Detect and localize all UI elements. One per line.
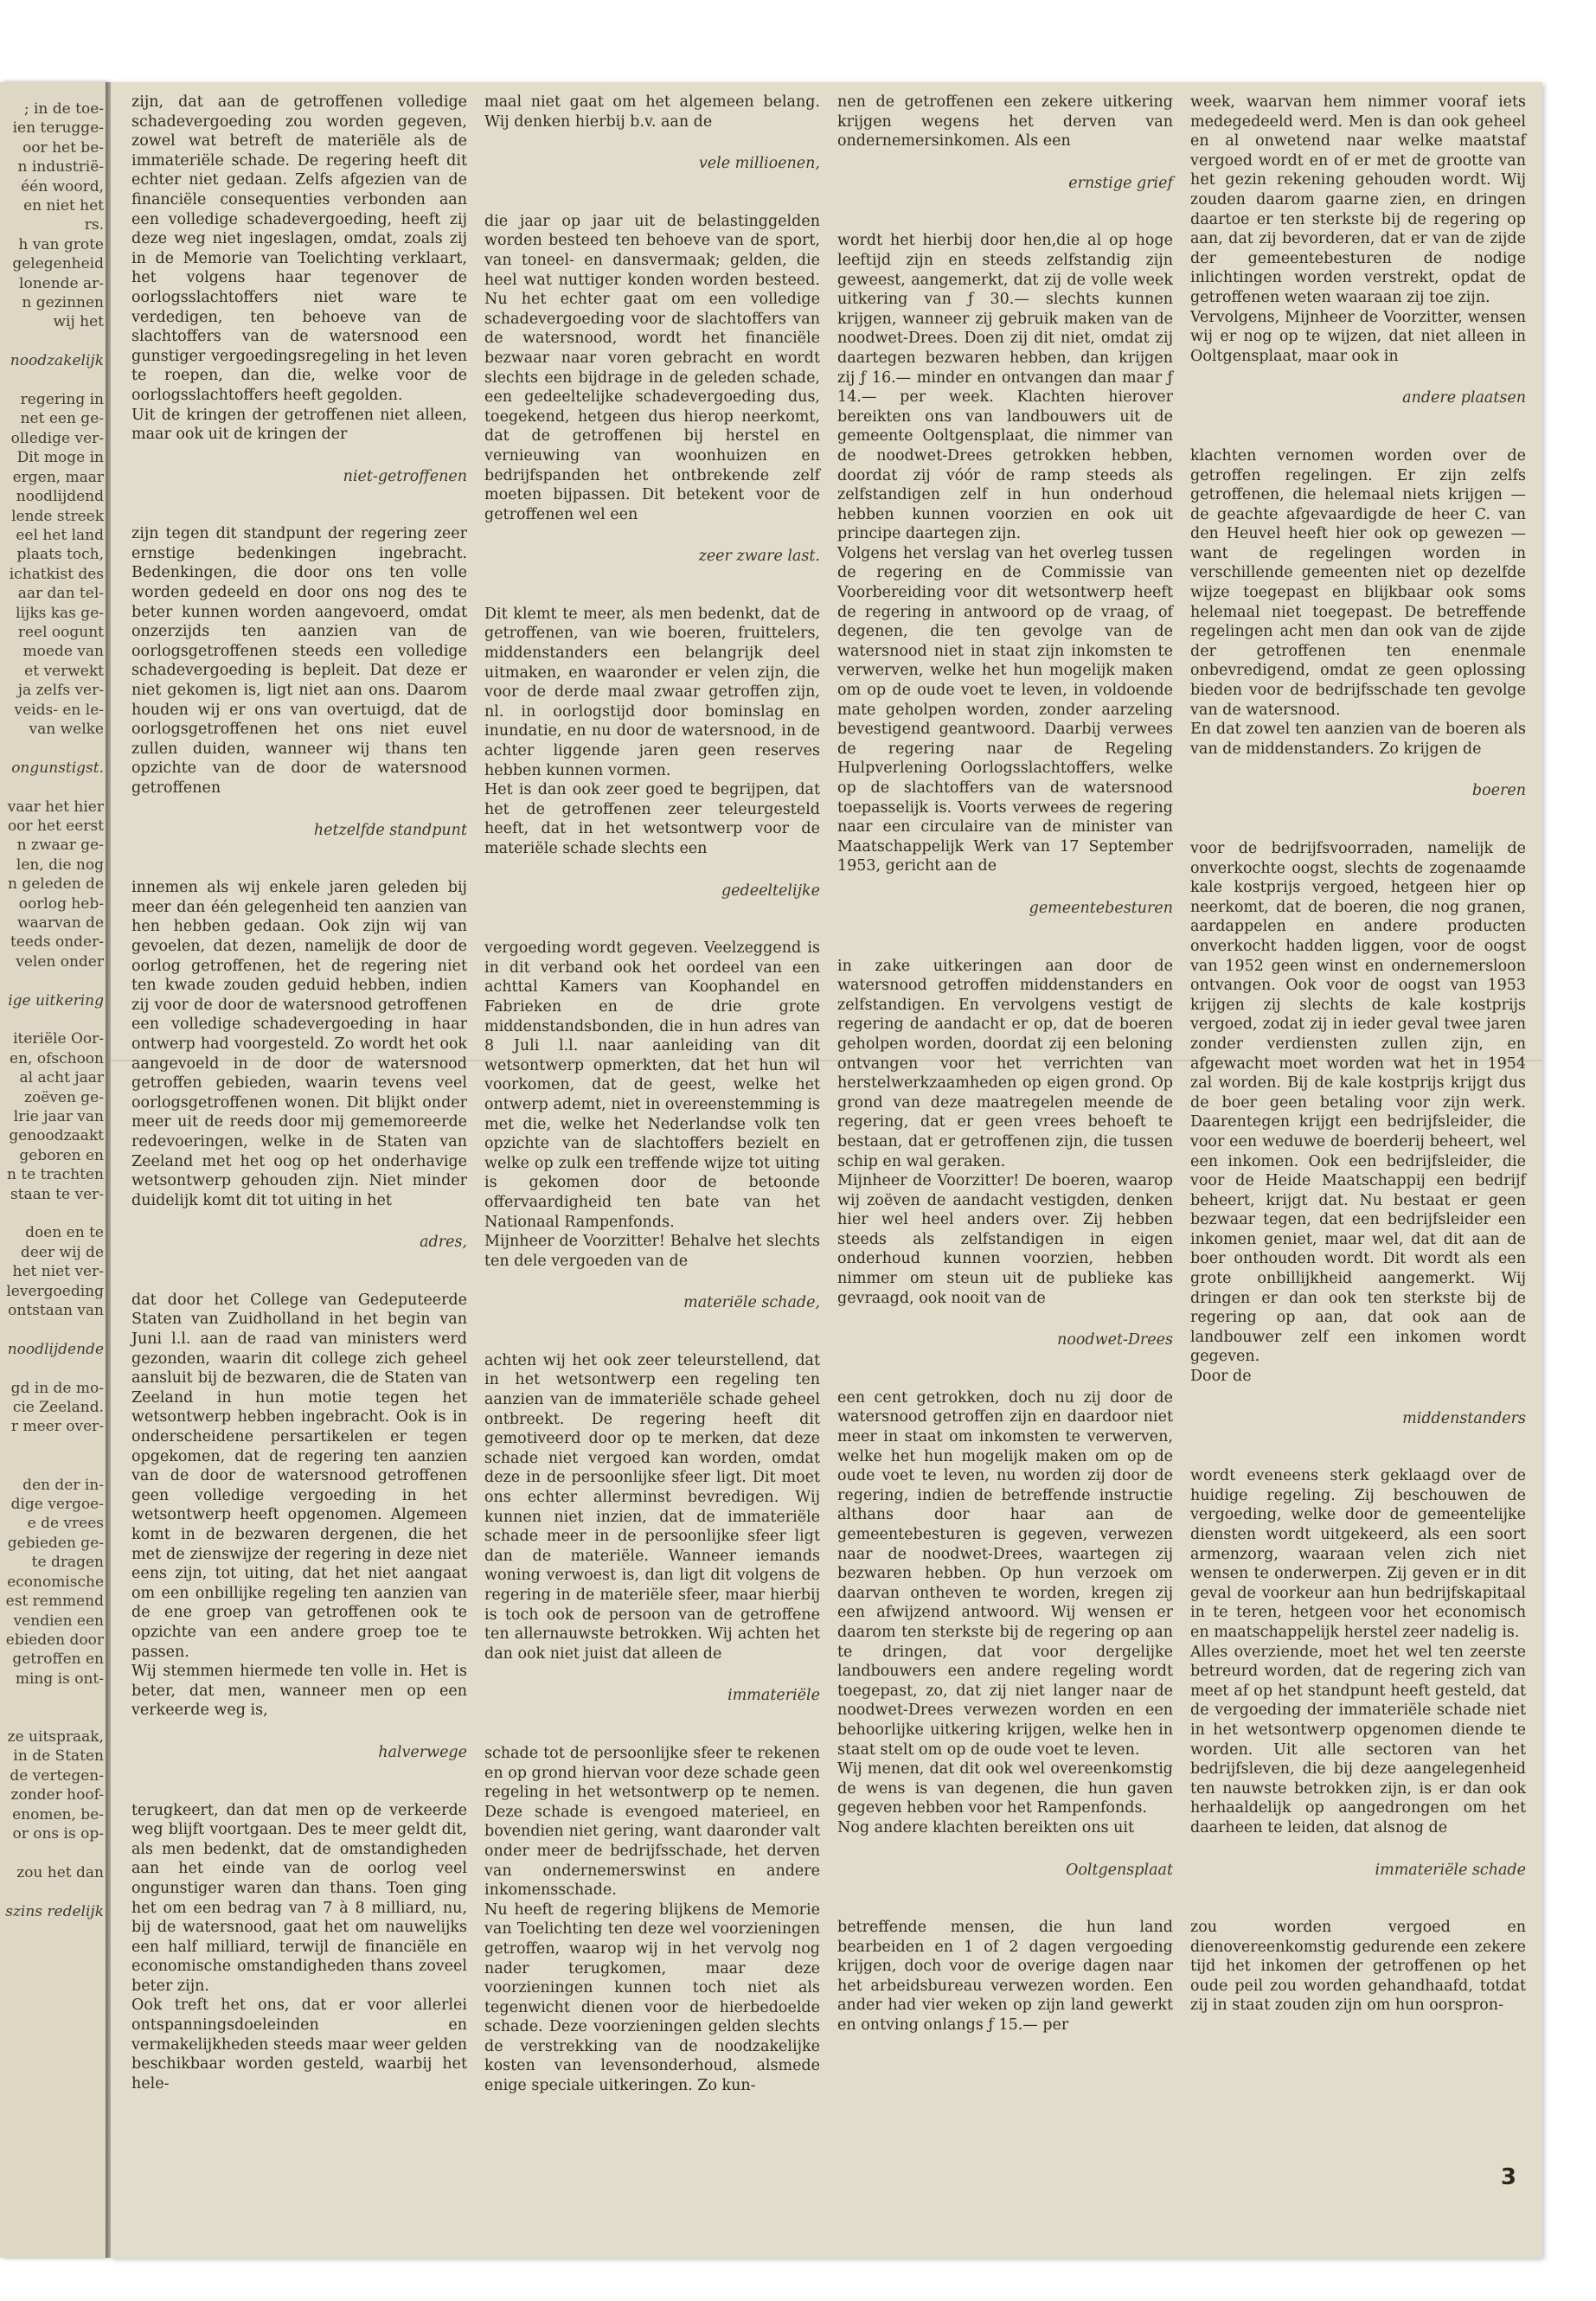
previous-page-line: n geleden de	[7, 875, 104, 894]
previous-page-line: waarvan de	[17, 914, 104, 932]
previous-page-line: genoodzaakt	[9, 1127, 104, 1145]
previous-page-line	[2, 1359, 104, 1378]
paragraph: Mijnheer de Voorzitter! Behalve het slechts ten dele vergoeden van de	[484, 1233, 820, 1270]
section-keyword: adres,	[420, 1234, 467, 1252]
previous-page-line: ontstaan van	[8, 1302, 104, 1320]
previous-page-line: één woord,	[21, 177, 104, 195]
paragraph: achten wij het ook zeer teleurstellend, dat in het wetsontwerp een regeling ten aanzien van de immateriële schade geheel ontbreekt. De regering heeft dit gemotiveerd door op te merken, dat deze schade niet vergoed kan worden, omdat deze in de persoonlijke sfeer ligt. Dit moet ons echter allerminst bevredigen. Wij kunnen niet inzien, dat de immateriële schade meer in de persoonlijke sfeer ligt dan de materiële. Wanneer iemands woning verwoest is, dan ligt dit volgens de regering in de materiële sfeer, maar hierbij is toch ook de persoon van de getroffene ten allernauwste betrokken. Wij achten het dan ook niet juist dat alleen de	[484, 1351, 820, 1663]
section-keyword: middenstanders	[1402, 1409, 1526, 1427]
previous-page-line: rs.	[84, 216, 104, 234]
previous-page-line: moede van	[22, 643, 104, 661]
section-keyword: immateriële	[727, 1687, 820, 1705]
previous-page-edge	[0, 82, 107, 2258]
paragraph: Dit klemt te meer, als men bedenkt, dat de getroffenen, van wie boeren, fruittelers, middenstanders een belangrijk deel uitmaken, en waaronder er velen zijn, die voor de derde maal zwaar getroffen zijn, nl. in oorlogstijd door bominslag en inundatie, en nu door de watersnood, in de achter liggende jaren geen reserves hebben kunnen vormen.	[484, 605, 820, 779]
paragraph: Ook treft het ons, dat er voor allerlei ontspanningsdoeleinden en vermakelijkheden steeds maar weer gelden beschikbaar worden gesteld, waarbij het hele-	[131, 1997, 467, 2093]
previous-page-line: vendien een	[13, 1612, 104, 1630]
previous-page-line: ming is ont-	[15, 1670, 104, 1688]
previous-page-line: doen en te	[25, 1224, 104, 1242]
previous-page-line: ebieden door	[5, 1631, 104, 1649]
previous-page-line	[2, 1437, 104, 1456]
paragraph: Nu heeft de regering blijkens de Memorie van Toelichting ten deze wel voorzieningen getroffen, waarop wij in het vervolg nog nader terugkomen, maar deze voorzieningen kunnen toch niet als tegenwicht dienen voor de hierbedoelde schade. Deze voorzieningen gelden slechts de verstrekking van de noodzakelijke kosten van levensonderhoud, alsmede enige speciale uitkeringen. Zo kun-	[484, 1900, 820, 2095]
previous-page-line: deer wij de	[20, 1243, 104, 1261]
previous-page-line: or ons is op-	[12, 1824, 104, 1843]
previous-page-line	[2, 1882, 104, 1901]
section-keyword: zeer zware last.	[698, 548, 820, 566]
previous-page-line: e de vrees	[27, 1515, 104, 1533]
previous-page-line: teeds onder-	[10, 933, 104, 952]
previous-page-line	[2, 1456, 104, 1475]
previous-page-line: n industrië-	[17, 158, 104, 176]
previous-page-line: olledige ver-	[10, 429, 104, 447]
previous-page-line: noodlijdend	[16, 488, 104, 506]
previous-page-line: reel oogunt	[17, 623, 104, 641]
previous-page-line: h van grote	[18, 235, 104, 253]
previous-page-line: veids- en le-	[14, 701, 104, 719]
previous-page-line: geboren en	[19, 1146, 104, 1164]
text-column-3	[837, 93, 1173, 2035]
previous-page-line: van welke	[29, 720, 104, 738]
previous-page-line: lijks kas ge-	[16, 604, 104, 622]
previous-page-text	[2, 99, 104, 1921]
previous-page-line: lonende ar-	[19, 274, 104, 292]
paragraph: Door de	[1190, 1368, 1252, 1386]
previous-page-line: n gezinnen	[22, 294, 104, 312]
previous-page-line: al acht jaar	[19, 1069, 104, 1087]
previous-page-line: gd in de mo-	[10, 1379, 104, 1397]
paragraph: maal niet gaat om het algemeen belang. Wij denken hierbij b.v. aan de	[484, 93, 820, 131]
paragraph: voor de bedrijfsvoorraden, namelijk de onverkochte oogst, slechts de zogenaamde kale kostprijs vergoed, hetgeen hier op neerkomt, dat de boeren, die nog granen, aardappelen en andere producten onverkocht hadden liggen, voor de oogst van 1952 geen winst en ondernemersloon ontvangen. Ook voor de oogst van 1953 krijgen zij slechts de kale kostprijs vergoed, zodat zij in ieder geval twee jaren zonder verdiensten zullen zijn, en afgewacht moet worden wat het in 1954 zal worden. Bij de kale kostprijs krijgt dus de boer geen betaling voor zijn werk. Daarentegen krijgt een bedrijfsleider, die voor een weduwe de boerderij beheert, wel een inkomen. Ook een bedrijfsleider, die voor de Heide Maatschappij een bedrijf beheert, krijgt dat. Nu bestaat er geen bezwaar tegen, dat een bedrijfsleider een inkomen geniet, maar wel, dat dit aan de boer onthouden wordt. Dit wordt als een grote onbillijkheid aangemerkt. Wij dringen er dan ook ten sterkste bij de regering op aan, dat ook aan de landbouwer zelf een inkomen wordt gegeven.	[1190, 840, 1526, 1366]
section-keyword: immateriële schade	[1375, 1861, 1526, 1879]
paragraph: week, waarvan hem nimmer vooraf iets medegedeeld werd. Men is dan ook geheel en al onwetend naar welke maatstaf vergoed wordt en of er met de grootte van het gezin rekening gehouden wordt. Wij zouden daarom gaarne zien, en dringen daartoe er ten sterkste bij de regering op aan, dat zij bevorderen, dat er van de zijde der gemeentebesturen de nodige inlichtingen worden verstrekt, opdat de getroffenen weten waaraan zij toe zijn.	[1190, 93, 1526, 306]
previous-page-line: in de Staten	[13, 1747, 104, 1766]
section-keyword: gedeeltelijke	[721, 881, 820, 900]
section-keyword: Ooltgensplaat	[1065, 1861, 1173, 1879]
paragraph: betreffende mensen, die hun land bearbeiden en 1 of 2 dagen vergoeding krijgen, doch voor de overige dagen naar het arbeidsbureau verwezen worden. Een ander had vier weken op zijn land gewerkt en ontving onlangs ƒ 15.— per	[837, 1919, 1173, 2035]
paragraph: Wij stemmen hiermede ten volle in. Het is beter, dat men, wanneer men op een verkeerde weg is,	[131, 1663, 467, 1720]
section-keyword: niet-getroffenen	[343, 467, 467, 485]
previous-page-line: gelegenheid	[12, 255, 104, 273]
previous-page-line: Dit moge in	[16, 449, 104, 467]
text-column-2	[484, 93, 820, 2096]
previous-page-line	[2, 371, 104, 390]
previous-page-line: levergoeding	[6, 1282, 104, 1300]
previous-page-line: wij het	[53, 313, 104, 331]
previous-page-line	[2, 1320, 104, 1339]
previous-page-line: ige uitkering	[8, 991, 104, 1009]
previous-page-line: te dragen	[31, 1554, 104, 1572]
previous-page-line: staan te ver-	[10, 1185, 104, 1203]
previous-page-line	[2, 1204, 104, 1223]
paragraph: zijn tegen dit standpunt der regering zeer ernstige bedenkingen ingebracht. Bedenkingen, die door ons ten volle worden gedeeld en door ons nog des te beter kunnen worden aangevoerd, omdat onzerzijds ten aanzien van de oorlogsgetroffenen steeds een volledige schadevergoeding is bepleit. Dat deze er niet gekomen is, ligt niet aan ons. Daarom houden wij er ons van overtuigd, dat de oorlogsgetroffenen het ons niet euvel zullen duiden, wanneer wij thans ten opzichte van de door de watersnood getroffenen	[131, 525, 467, 797]
paragraph: Uit de kringen der getroffenen niet alleen, maar ook uit de kringen der	[131, 406, 467, 444]
text-column-1	[131, 93, 467, 2093]
previous-page-line: ergen, maar	[12, 468, 104, 486]
previous-page-line: vaar het hier	[7, 798, 104, 816]
previous-page-line: en, ofschoon	[10, 1049, 104, 1067]
previous-page-line: en niet het	[23, 197, 104, 215]
previous-page-line: est remmend	[5, 1593, 104, 1611]
document-page	[111, 82, 1542, 2258]
previous-page-line: ongunstigst.	[11, 759, 104, 777]
section-keyword: hetzelfde standpunt	[313, 821, 467, 839]
section-keyword: halverwege	[378, 1743, 467, 1761]
section-keyword: vele millioenen,	[698, 155, 820, 173]
previous-page-line: oor het be-	[22, 138, 104, 157]
paragraph: Wij menen, dat dit ook wel overeenkomstig de wens is van degenen, die hun gaven gegeven hebben voor het Rampenfonds.	[837, 1760, 1173, 1817]
previous-page-line: velen onder	[16, 952, 104, 971]
previous-page-line: het niet ver-	[12, 1263, 104, 1281]
previous-page-line: enomen, be-	[12, 1805, 104, 1823]
section-keyword: gemeentebesturen	[1029, 899, 1173, 917]
previous-page-line: zou het dan	[16, 1863, 104, 1881]
previous-page-line: szins redelijk	[5, 1902, 104, 1920]
previous-page-line: lende streek	[11, 507, 104, 525]
paragraph: nen de getroffenen een zekere uitkering krijgen wegens het derven van ondernemersinkomen. Als een	[837, 93, 1173, 151]
previous-page-line: aar dan tel-	[17, 585, 104, 603]
previous-page-line: cie Zeeland.	[12, 1399, 104, 1417]
previous-page-line: plaats toch,	[16, 546, 104, 564]
previous-page-line: iteriële Oor-	[13, 1030, 104, 1048]
paragraph: terugkeert, dan dat men op de verkeerde weg blijft voortgaan. Des te meer geldt dit, als men bedenkt, dat de omstandigheden aan het einde van de oorlog veel ongunstiger waren dan thans. Toen ging het om een bedrag van 7 à 8 milliard, nu, bij de watersnood, gaat het om nauwelijks een half milliard, terwijl de financiële en economische omstandigheden thans zoveel beter zijn.	[131, 1801, 467, 1995]
paragraph: zijn, dat aan de getroffenen volledige schadevergoeding zou worden gegeven, zowel wat betreft de materiële als de immateriële schade. De regering heeft dit echter niet gedaan. Zelfs afgezien van de financiële consequenties verbonden aan een volledige schadevergoeding, heeft zij deze weg niet ingeslagen, omdat, zoals zij in de Memorie van Toelichting verklaart, het volgens haar tegenover de oorlogsslachtoffers niet ware te verdedigen, ten behoeve van de slachtoffers van de watersnood een gunstiger vergoedingsregeling in het leven te roepen, dan die, welke voor de oorlogsslachtoffers heeft gegolden.	[131, 93, 467, 404]
previous-page-line: net een ge-	[20, 410, 104, 428]
previous-page-line: gebieden ge-	[7, 1534, 104, 1552]
previous-page-line: ; in de toe-	[23, 100, 104, 118]
previous-page-line	[2, 1843, 104, 1862]
paragraph: een cent getrokken, doch nu zij door de watersnood getroffen zijn en daardoor niet meer in staat om inkomsten te verwerven, welke het hun mogelijk maken om op de oude voet te leven, nu worden zij door de regering, indien de betreffende instructie althans door haar aan de gemeentebesturen is gegeven, verwezen naar de noodwet-Drees, waartegen zij bezwaren hebben. Op hun verzoek om daarvan ontheven te worden, kregen zij een afwijzend antwoord. Wij wensen er daarom ten sterkste bij de regering op aan te dringen, dat voor dergelijke landbouwers een andere regeling wordt toegepast, zo, dat zij niet langer naar de noodwet-Drees verwezen worden en een behoorlijke uitkering krijgen, welke hen in staat stelt om op de oude voet te leven.	[837, 1388, 1173, 1759]
paragraph: Alles overziende, moet het wel ten zeerste betreurd worden, dat de regering zich van meet af op het standpunt heeft gesteld, dat de vergoeding der immateriële schade niet in het wetsontwerp opgenomen diende te worden. Uit alle sectoren van het bedrijfsleven, die bij deze aangelegenheid ten nauwste betrokken zijn, is er dan ook herhaaldelijk op aangedrongen om het daarheen te leiden, dat alsnog de	[1190, 1643, 1526, 1836]
paragraph: Volgens het verslag van het overleg tussen de regering en de Commissie van Voorbereiding voor dit wetsontwerp heeft de regering in antwoord op de vraag, of degenen, die ten gevolge van de watersnood niet in staat zijn inkomsten te verwerven, welke het hun mogelijk maken om op de oude voet te leven, in voldoende mate geholpen worden, zonder aarzeling bevestigend geantwoord. Daarbij verwees de regering naar de Regeling Hulpverlening Oorlogsslachtoffers, welke op de slachtoffers van de watersnood toepasselijk is. Voorts verwees de regering naar een circulaire van de minister van Maatschappelijk Werk van 17 September 1953, gericht aan de	[837, 544, 1173, 875]
previous-page-line: eel het land	[16, 526, 104, 544]
previous-page-line: ien terugge-	[12, 119, 104, 138]
previous-page-line: lrie jaar van	[13, 1108, 104, 1126]
previous-page-line: dige vergoe-	[10, 1496, 104, 1514]
paragraph: wordt het hierbij door hen,die al op hoge leeftijd zijn en steeds zelfstandig zijn geweest, aangemerkt, dat zij de volle week uitkering van ƒ 30.— slechts kunnen krijgen, wanneer zij gebruik maken van de noodwet-Drees. Doen zij dit niet, omdat zij daartegen bezwaren hebben, dan krijgen zij ƒ 16.— minder en ontvangen dan maar ƒ 14.— per week. Klachten hierover bereikten ons van landbouwers uit de gemeente Ooltgensplaat, die nimmer van de noodwet-Drees getrokken hebben, doordat zij vóór de ramp steeds als zelfstandigen zelf in hun onderhoud hebben kunnen voorzien en ook uit principe daartegen zijn.	[837, 232, 1173, 543]
previous-page-line: n zwaar ge-	[16, 836, 104, 855]
previous-page-line	[2, 1708, 104, 1727]
previous-page-line: regering in	[20, 391, 104, 409]
previous-page-line	[2, 778, 104, 797]
previous-page-line: ze uitspraak,	[7, 1727, 104, 1746]
previous-page-line: oor het eerst	[7, 817, 104, 835]
previous-page-line: de vertegen-	[10, 1766, 104, 1785]
previous-page-line: r meer over-	[10, 1418, 104, 1436]
paragraph: innemen als wij enkele jaren geleden bij meer dan één gelegenheid ten aanzien van hen hebben gedaan. Ook zijn wij van gevoelen, dat dezen, namelijk de door de oorlog getroffenen, het de regering niet ten kwade zouden geduid hebben, indien zij voor de door de watersnood getroffenen een volledige schadevergoeding in haar ontwerp had voorgesteld. Zo wordt het ook aangevoeld in de door de watersnood getroffen gebieden, waarin tevens veel oorlogsgetroffenen wonen. Dit blijkt onder meer uit de reeds door mij gememoreerde redevoeringen, welke in de Staten van Zeeland met het oog op het onderhavige wetsontwerp gehouden zijn. Niet minder duidelijk komt dit tot uiting in het	[131, 879, 467, 1209]
paragraph: En dat zowel ten aanzien van de boeren als van de middenstanders. Zo krijgen de	[1190, 721, 1526, 758]
page-number: 3	[1500, 2164, 1516, 2190]
previous-page-line: len, die nog	[16, 856, 104, 874]
paragraph: Mijnheer de Voorzitter! De boeren, waarop wij zoëven de aandacht vestigden, denken hier wel heel anders over. Zij hebben steeds als zelfstandigen in eigen onderhoud kunnen voorzien, hebben nimmer om steun uit de publieke kas gevraagd, ook nooit van de	[837, 1172, 1173, 1307]
paragraph: die jaar op jaar uit de belastinggelden worden besteed ten behoeve van de sport, van toneel- en dansvermaak; gelden, die heel wat nuttiger konden worden besteed. Nu het echter gaat om een volledige schadevergoeding voor de slachtoffers van de watersnood, wordt het financiële bezwaar naar voren gebracht en wordt slechts een bijdrage in de geleden schade, een gedeeltelijke schadevergoeding dus, toegekend, hetgeen dus hierop neerkomt, dat de getroffenen bij herstel en vernieuwing van woonhuizen en bedrijfspanden het ontbrekende zelf moeten bijpassen. Dit betekent voor de getroffenen wel een	[484, 212, 820, 523]
section-keyword: noodwet-Drees	[1057, 1331, 1173, 1349]
paragraph: vergoeding wordt gegeven. Veelzeggend is in dit verband ook het oordeel van een achttal Kamers van Koophandel en Fabrieken en de drie grote middenstandsbonden, die in hun adres van 8 Juli l.l. naar aanleiding van dit wetsontwerp opmerkten, dat het hun wil voorkomen, dat de geest, welke het ontwerp ademt, niet in overeenstemming is met die, welke het Nederlandse volk ten opzichte van de slachtoffers bezielt en welke op zulk een treffende wijze tot uiting is gekomen door de betoonde offervaardigheid ten bate van het Nationaal Rampenfonds.	[484, 939, 820, 1231]
previous-page-line: ichatkist des	[9, 565, 104, 583]
previous-page-line: oorlog heb-	[18, 894, 104, 913]
paragraph: dat door het College van Gedeputeerde Staten van Zuidholland in het begin van Juni l.l. aan de raad van ministers werd gezonden, waarin dit college zich geheel aansluit bij de bezwaren, die de Staten van Zeeland in hun motie tegen het wetsontwerp hebben ingebracht. Ook is in onderscheidene persartikelen er tegen opgekomen, dat de regering ten aanzien van de door de watersnood getroffenen geen volledige vergoeding in het wetsontwerp heeft opgenomen. Algemeen komt in de bezwaren dergenen, die het met de zienswijze der regering in deze niet eens zijn, tot uiting, dat het niet aangaat om een onbillijke regeling ten aanzien van de ene groep van getroffenen ook te opzichte van een andere groep toe te passen.	[131, 1291, 467, 1661]
section-keyword: boeren	[1471, 782, 1526, 800]
previous-page-line	[2, 332, 104, 351]
paragraph: klachten vernomen worden over de getroffen regelingen. Er zijn zelfs getroffenen, die helemaal niets krijgen — de geachte afgevaardigde de heer C. van den Heuvel heeft hier ook op gewezen — want de regelingen worden in verschillende gemeenten niet op dezelfde wijze toegepast en blijkbaar ook soms helemaal niet toegepast. De betreffende regelingen acht men dan ook van de zijde der getroffenen ten enenmale onbevredigend, omdat ze geen oplossing bieden voor de bedrijfsschade ten gevolge van de watersnood.	[1190, 446, 1526, 719]
paragraph: schade tot de persoonlijke sfeer te rekenen en op grond hiervan voor deze schade geen regeling in het wetsontwerp op te nemen. Deze schade is evengoed materieel, en bovendien niet gering, want daaronder valt onder meer de bedrijfsschade, het derven van ondernemerswinst en andere inkomensschade.	[484, 1744, 820, 1900]
previous-page-line: noodzakelijk	[10, 352, 104, 370]
paragraph: wordt eveneens sterk geklaagd over de huidige regeling. Zij beschouwen de vergoeding, welke door de gemeentelijke diensten wordt uitgekeerd, als een soort armenzorg, waaraan velen zich niet wensen te onderwerpen. Zij geven er in dit geval de voorkeur aan hun bedrijfskapitaal in te teren, hetgeen voor het economisch en maatschappelijk herstel zeer nadelig is.	[1190, 1467, 1526, 1641]
previous-page-line: ja zelfs ver-	[17, 682, 104, 700]
previous-page-line: noodlijdende	[7, 1340, 104, 1358]
section-keyword: ernstige grief	[1068, 174, 1173, 192]
previous-page-line	[2, 971, 104, 990]
text-column-4	[1190, 93, 1526, 2016]
paragraph: Vervolgens, Mijnheer de Voorzitter, wensen wij er nog op te wijzen, dat niet alleen in Ooltgensplaat, maar ook in	[1190, 308, 1526, 365]
previous-page-line	[2, 1010, 104, 1029]
previous-page-line: zonder hoof-	[10, 1786, 104, 1804]
paragraph: Het is dan ook zeer goed te begrijpen, dat het de getroffenen zeer teleurgesteld heeft, dat in het wetsontwerp voor de materiële schade slechts een	[484, 781, 820, 857]
paragraph: Nog andere klachten bereikten ons uit	[837, 1818, 1135, 1836]
previous-page-line: zoëven ge-	[24, 1088, 104, 1106]
previous-page-line: n te trachten	[6, 1166, 104, 1184]
previous-page-line: den der in-	[22, 1476, 104, 1494]
previous-page-line: getroffen en	[12, 1650, 104, 1669]
paragraph: in zake uitkeringen aan door de watersnood getroffen middenstanders en zelfstandigen. En vervolgens vestigt de regering de aandacht er op, dat de boeren geholpen worden, doordat zij een beloning ontvangen voor het verrichten van herstelwerkzaamheden op eigen grond. Op grond van deze maatregelen meende de regering, dat er geen vrees behoeft te bestaan, dat er getroffenen zijn, die tussen schip en wal geraken.	[837, 957, 1173, 1170]
section-keyword: andere plaatsen	[1402, 389, 1526, 407]
previous-page-line: et verwekt	[24, 662, 104, 680]
previous-page-line	[2, 1689, 104, 1708]
section-keyword: materiële schade,	[683, 1294, 820, 1312]
paragraph: zou worden vergoed en dienovereenkomstig gedurende een zekere tijd het inkomen der getroffenen op het oude peil zou worden gehandhaafd, totdat zij in staat zouden zijn om hun oorspron-	[1190, 1919, 1526, 2015]
previous-page-line: economische	[7, 1573, 104, 1591]
previous-page-line	[2, 739, 104, 758]
